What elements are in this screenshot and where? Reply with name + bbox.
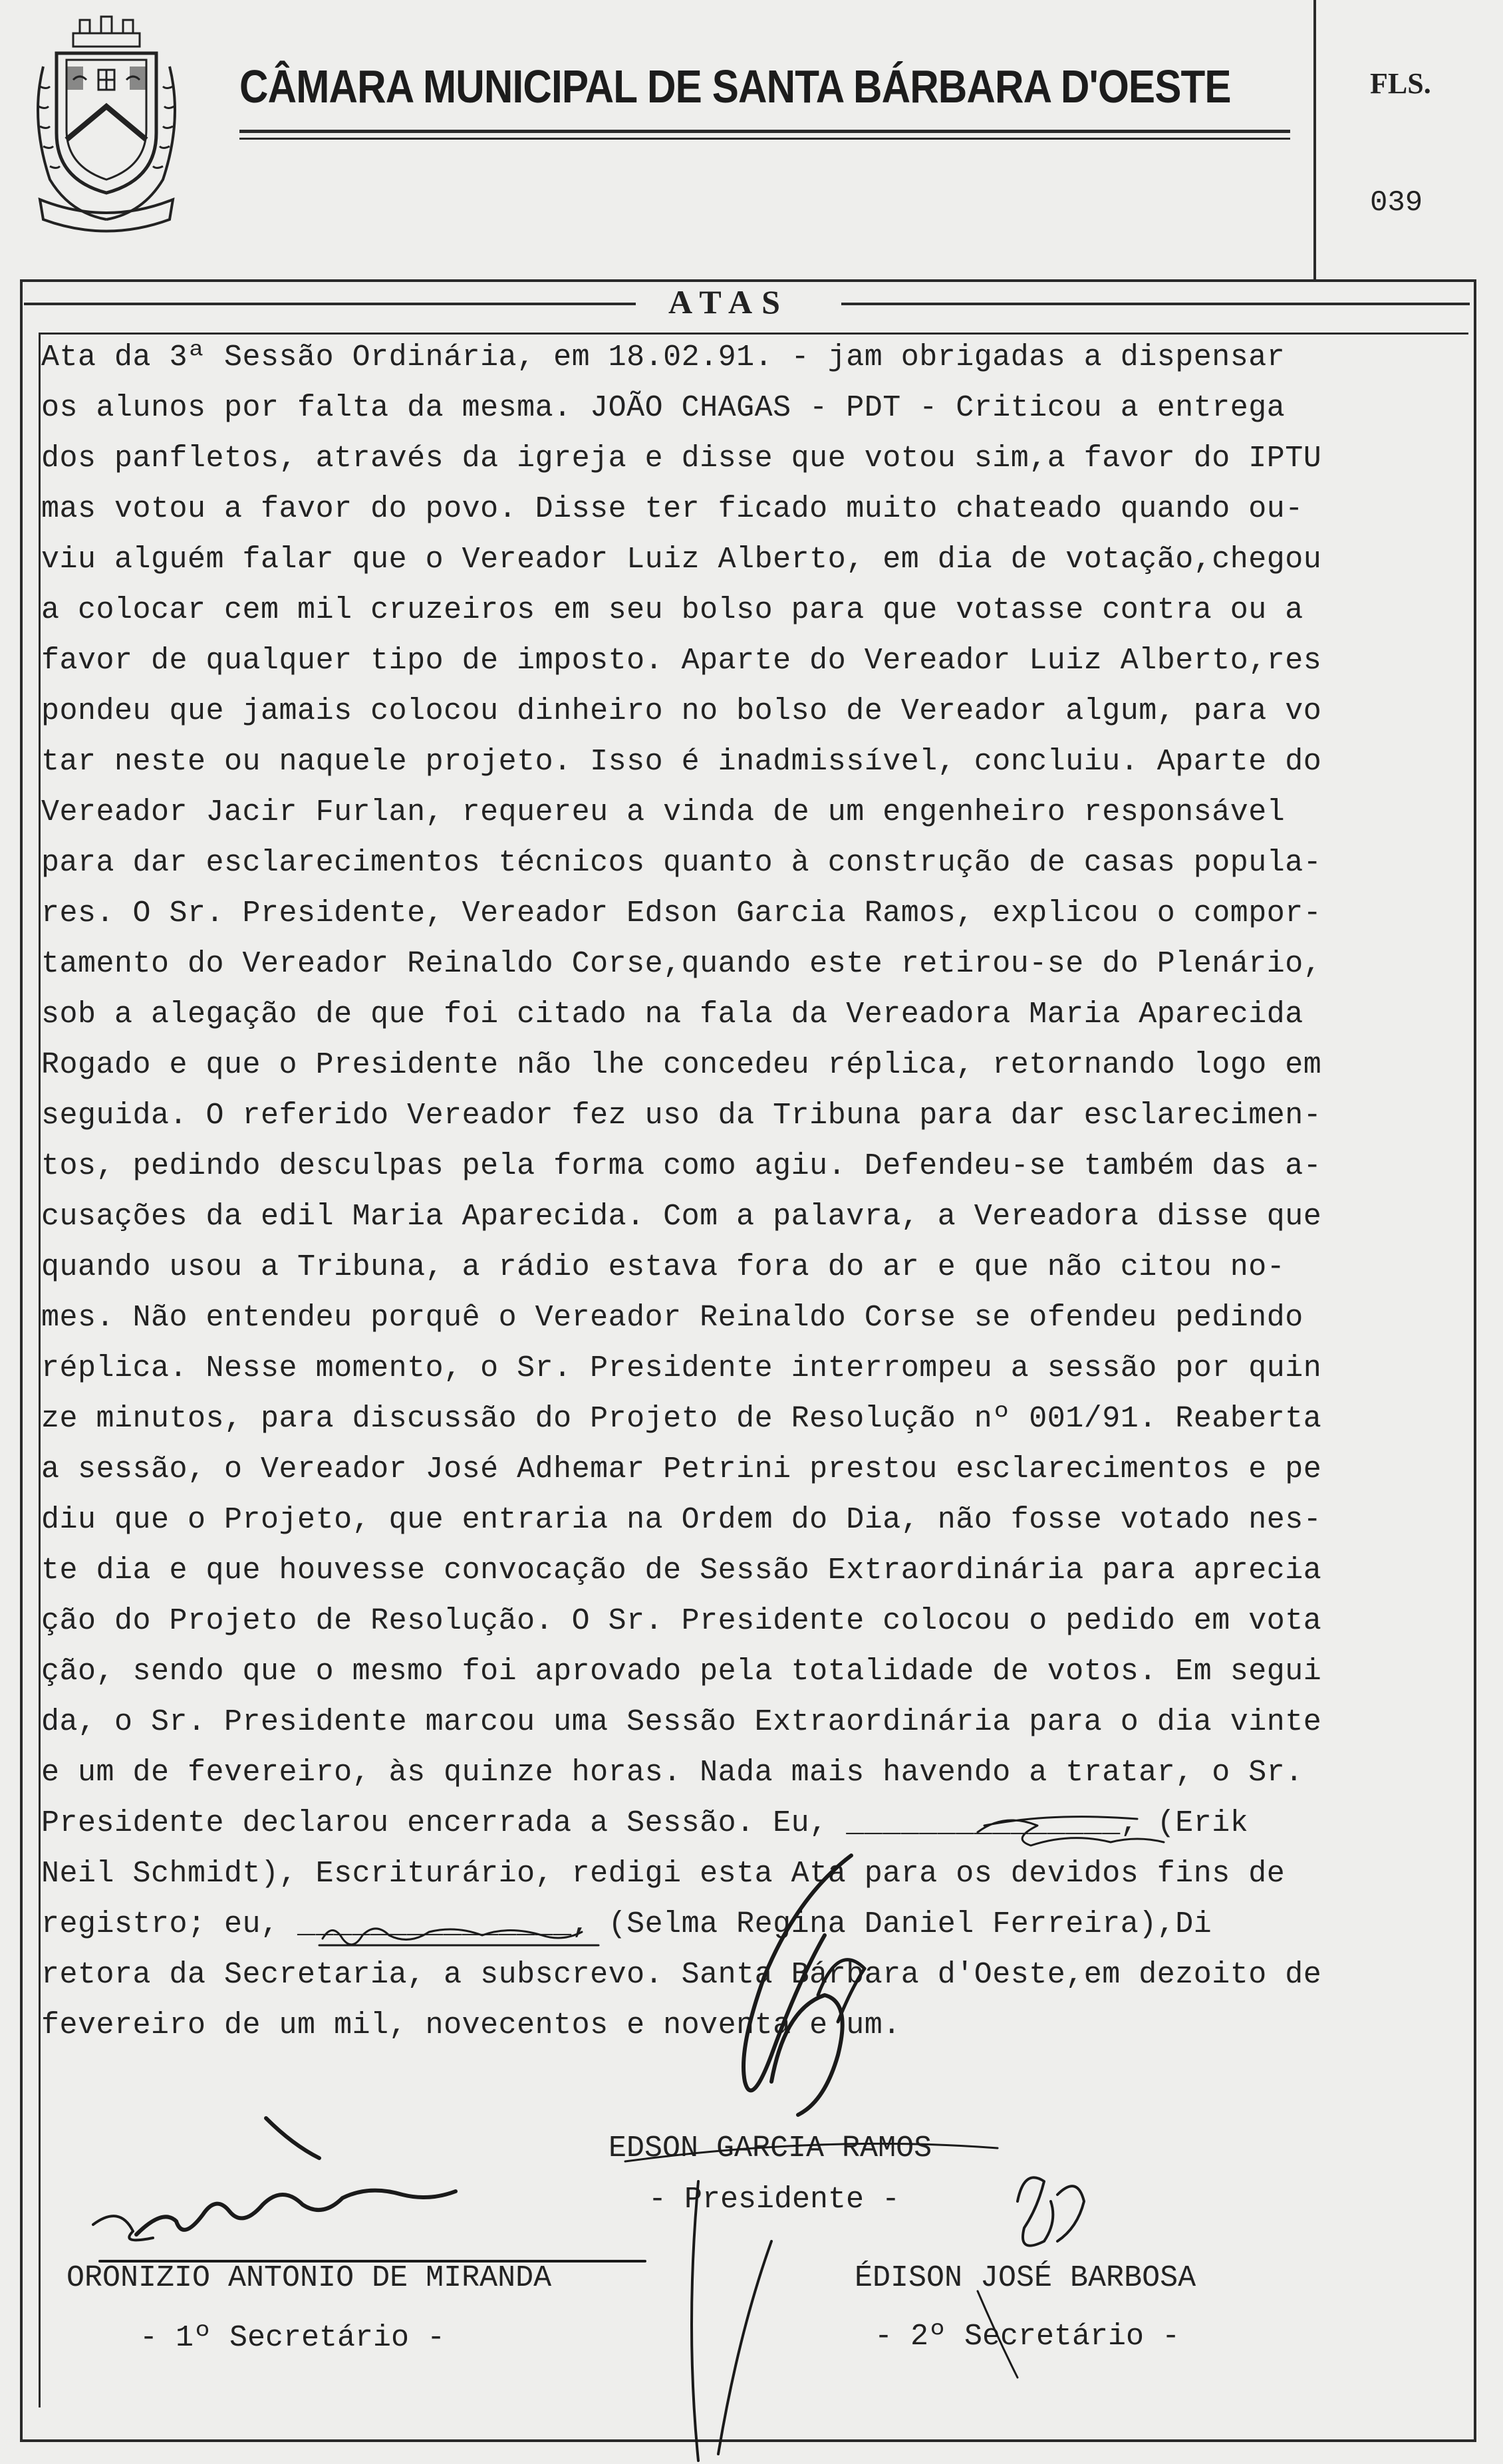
header-rule [239,130,1290,133]
text-line: da, o Sr. Presidente marcou uma Sessão Extraordinária para o dia vinte [41,1705,1322,1739]
president-name: EDSON GARCIA RAMOS [609,2131,932,2165]
text-line: Ata da 3ª Sessão Ordinária, em 18.02.91. - jam obrigadas a dispensar [41,341,1286,374]
text-line: pondeu que jamais colocou dinheiro no bolso de Vereador algum, para vo [41,694,1322,728]
text-line: Presidente declarou encerrada a Sessão. Eu, _______________, (Erik [41,1806,1249,1840]
text-line: sob a alegação de que foi citado na fala da Vereadora Maria Aparecida [41,998,1303,1031]
section-rule-right [841,303,1470,305]
fls-label: FLS. [1370,67,1431,100]
text-line: dos panfletos, através da igreja e disse que votou sim,a favor do IPTU [41,442,1322,476]
text-line: tamento do Vereador Reinaldo Corse,quando este retirou-se do Plenário, [41,947,1322,981]
institution-title: CÂMARA MUNICIPAL DE SANTA BÁRBARA D'OESTE [239,61,1231,112]
text-line: ção do Projeto de Resolução. O Sr. Presidente colocou o pedido em vota [41,1604,1322,1638]
frame-border-left [20,279,23,2441]
text-line: mes. Não entendeu porquê o Vereador Reinaldo Corse se ofendeu pedindo [41,1301,1303,1335]
first-secretary-role: - 1º Secretário - [140,2321,446,2355]
text-line: os alunos por falta da mesma. JOÃO CHAGAS - PDT - Criticou a entrega [41,391,1286,425]
text-line: Vereador Jacir Furlan, requereu a vinda de um engenheiro responsável [41,795,1286,829]
text-line: a colocar cem mil cruzeiros em seu bolso para que votasse contra ou a [41,593,1303,627]
second-secretary-role: - 2º Secretário - [875,2320,1180,2354]
text-line: seguida. O referido Vereador fez uso da Tribuna para dar esclarecimen- [41,1099,1322,1133]
header-rule-thin [239,138,1290,140]
text-line: te dia e que houvesse convocação de Sessão Extraordinária para aprecia [41,1554,1322,1587]
text-line: Rogado e que o Presidente não lhe concedeu réplica, retornando logo em [41,1048,1322,1082]
text-line: ze minutos, para discussão do Projeto de Resolução nº 001/91. Reaberta [41,1402,1322,1436]
frame-border-bottom [20,2439,1476,2442]
section-title: ATAS [668,283,789,321]
text-line: retora da Secretaria, a subscrevo. Santa Bárbara d'Oeste,em dezoito de [41,1958,1322,1992]
first-secretary-name: ORONIZIO ANTONIO DE MIRANDA [67,2261,552,2295]
president-role: - Presidente - [648,2183,900,2217]
text-line: favor de qualquer tipo de imposto. Aparte do Vereador Luiz Alberto,res [41,644,1322,678]
text-line: viu alguém falar que o Vereador Luiz Alberto, em dia de votação,chegou [41,543,1322,577]
second-secretary-name: ÉDISON JOSÉ BARBOSA [855,2261,1196,2295]
text-line: mas votou a favor do povo. Disse ter ficado muito chateado quando ou- [41,492,1303,526]
text-line: para dar esclarecimentos técnicos quanto à construção de casas popula- [41,846,1322,880]
text-line: Neil Schmidt), Escriturário, redigi esta Ata para os devidos fins de [41,1857,1286,1891]
text-line: diu que o Projeto, que entraria na Ordem do Dia, não fosse votado nes- [41,1503,1322,1537]
text-line: tos, pedindo desculpas pela forma como agiu. Defendeu-se também das a- [41,1149,1322,1183]
coat-of-arms-icon [27,7,186,253]
text-line: réplica. Nesse momento, o Sr. Presidente interrompeu a sessão por quin [41,1351,1322,1385]
text-line: registro; eu, _______________, (Selma Regina Daniel Ferreira),Di [41,1907,1212,1941]
text-line: tar neste ou naquele projeto. Isso é inadmissível, concluiu. Aparte do [41,745,1322,779]
text-line: res. O Sr. Presidente, Vereador Edson Garcia Ramos, explicou o compor- [41,896,1322,930]
text-line: fevereiro de um mil, novecentos e noventa e um. [41,2008,901,2042]
text-line: cusações da edil Maria Aparecida. Com a palavra, a Vereadora disse que [41,1200,1322,1234]
text-line: a sessão, o Vereador José Adhemar Petrini prestou esclarecimentos e pe [41,1452,1322,1486]
frame-border-top [20,279,1476,282]
minutes-text [41,333,1451,2051]
text-line: ção, sendo que o mesmo foi aprovado pela totalidade de votos. Em segui [41,1655,1322,1689]
section-rule-left [24,303,636,305]
text-area-margin [39,333,41,2407]
frame-border-right [1474,279,1476,2441]
page-number-box [1313,0,1476,282]
text-line: e um de fevereiro, às quinze horas. Nada mais havendo a tratar, o Sr. [41,1756,1303,1790]
page-number: 039 [1370,186,1423,219]
text-line: quando usou a Tribuna, a rádio estava fora do ar e que não citou no- [41,1250,1286,1284]
